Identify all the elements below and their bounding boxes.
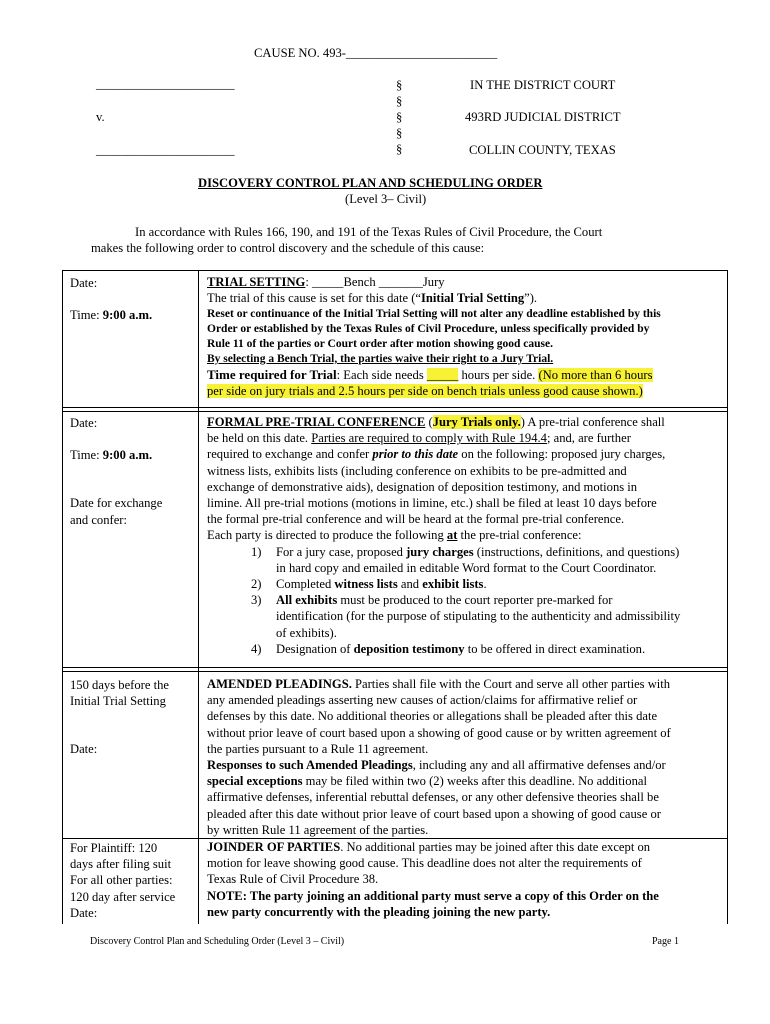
pleadings-deadline-rule-2: Initial Trial Setting [70,694,166,709]
table-border-right [727,270,728,924]
trial-left-cell [70,275,152,323]
exchange-label-2: and confer: [70,512,127,527]
pretrial-time-value: 9:00 a.m. [102,448,153,463]
joinder-date-label: Date: [70,905,98,920]
footer-title: Discovery Control Plan and Scheduling Order (Level 3 – Civil) [90,936,345,947]
trial-type-blanks: : _____Bench _______Jury [305,275,445,289]
table-row-divider [62,667,728,668]
list-item: 3) All exhibits must be produced to the court reporter pre-marked for identification (for the purpose of stipulating to the authenticity and admissibility of exhibits). [251,593,681,640]
table-row-divider [62,671,728,672]
joinder-right-cell: JOINDER OF PARTIES. No additional parties may be joined after this date except on motion for leave showing good cause. This deadline does not alter the requirements of Texas Rule of Civil Procedure 38. NOTE: The party joining an additional party must serve a copy of this Order on the new party concurrently with the pleading joining the new party. [207,840,659,919]
pleadings-right-cell: AMENDED PLEADINGS. Parties shall file with the Court and serve all other parties with any amended pleadings asserting new causes of action/claims for affirmative relief or defenses by this date. No additional theories or allegations shall be pleaded after this date without prior leave of court based upon a showing of good cause or by written agreement of the parties pursuant to a Rule 11 agreement. Responses to such Amended Pleadings, including any and all affirmative defenses and/or special exceptions may be filed within two (2) weeks after this deadline. No additional affirmative defenses, inferential rebuttal defenses, or any other defensive theories shall be pleaded after this date without prior leave of court based upon a showing of good cause or by written Rule 11 agreement of the parties. [207,677,671,837]
section-mark: § [396,78,403,92]
intro-line-2: makes the following order to control discovery and the schedule of this cause: [91,241,485,255]
pretrial-heading: FORMAL PRE-TRIAL CONFERENCE [207,415,426,429]
trial-heading: TRIAL SETTING [207,275,306,289]
county: COLLIN COUNTY, TEXAS [469,143,616,157]
page-number: Page 1 [652,936,679,947]
document-subtitle: (Level 3– Civil) [345,192,427,206]
section-mark: § [396,126,403,140]
pretrial-left-cell [70,415,162,528]
judicial-district: 493RD JUDICIAL DISTRICT [465,110,621,124]
pleadings-heading: AMENDED PLEADINGS. [207,677,352,691]
pretrial-heading-line: FORMAL PRE-TRIAL CONFERENCE (Jury Trials only.) A pre-trial conference shall [207,415,665,429]
trial-time-required: Time required for Trial: Each side needs _____ hours per side. (No more than 6 hours [207,366,653,382]
pretrial-date-label: Date: [70,416,98,430]
table-row-divider [62,411,728,412]
table-border-left [62,270,63,924]
cause-number: CAUSE NO. 493-________________________ [254,46,498,60]
list-item: 1) For a jury case, proposed jury charges (instructions, definitions, and questions) in hard copy and emailed in editable Word format to the Court Coordinator. [251,544,680,575]
trial-time-label: Time: [70,308,100,323]
intro-line-1: In accordance with Rules 166, 190, and 191 of the Texas Rules of Civil Procedure, the Court [135,225,603,239]
section-mark: § [396,142,403,156]
defendant-blank: ______________________ [96,143,235,157]
pleadings-deadline-rule: 150 days before the [70,678,169,692]
pleadings-left-cell [70,677,169,758]
exchange-label: Date for exchange [70,496,163,511]
pretrial-time-row: Time: 9:00 a.m. [70,448,153,463]
pretrial-items-list [207,544,680,657]
court-name: IN THE DISTRICT COURT [470,78,616,92]
table-column-divider [198,270,199,924]
trial-time-value: 9:00 a.m. [102,308,153,323]
table-border-top [62,270,728,271]
trial-date-label: Date: [70,276,98,290]
trial-right-cell [207,274,661,399]
note-label: NOTE: [207,888,247,903]
trial-warning: Reset or continuance of the Initial Trial Setting will not alter any deadline established by this Order or established by the Texas Rules of Civil Procedure, unless specifically provided by Rule 11 of the parties or Court order after motion showing good cause. By selecting a Bench Trial, the parties waive their right to a Jury Trial. [207,308,661,365]
joinder-heading: JOINDER OF PARTIES [207,840,341,854]
pretrial-right-cell: FORMAL PRE-TRIAL CONFERENCE (Jury Trials only.) A pre-trial conference shall be held on this date. Parties are required to comply with Rule 194.4; and, are further required to exchange and confer prior to this date on the following: proposed jury charges, witness lists, exhibits lists (including conference on exhibits to be pre-admitted and exchange of demonstrative aids), designation of deposition testimony, and motions in limine. All pre-trial motions (motions in limine, etc.) shall be filed at least 10 days before the formal pre-trial conference and will be heard at the formal pre-trial conference. Each party is directed to produce the following at the pre-trial conference: 1) For a jury case, proposed jury charges (instructions, definitions, and questions) in hard copy and emailed in editable Word format to the Court Coordinator. 2) Completed witness lists and exhibit lists. 3) All exhibits must be produced to the court reporter pre-marked for identification (for the purpose of stipulating to the authenticity and admissibility of exhibits). 4) Designation of deposition testimony to be offered in direct examination. [207,415,681,656]
section-mark: § [396,94,403,108]
plaintiff-blank: ______________________ [96,77,235,91]
trial-time-limit-note: per side on jury trials and 2.5 hours per side on bench trials unless good cause shown.) [207,383,643,398]
section-mark: § [396,110,403,124]
trial-time-row [70,307,152,323]
list-item: 4) Designation of deposition testimony to be offered in direct examination. [251,641,646,656]
trial-line-2: The trial of this cause is set for this date (“Initial Trial Setting”). [207,291,538,306]
table-row-divider [62,407,728,408]
pleadings-date-label: Date: [70,742,98,757]
joinder-left-cell: For Plaintiff: 120 days after filing suit For all other parties: 120 day after service Date: [70,841,176,920]
list-item: 2) Completed witness lists and exhibit lists. [251,577,487,592]
versus-label: v. [96,110,105,124]
document-title: DISCOVERY CONTROL PLAN AND SCHEDULING ORDER [198,176,543,190]
trial-heading-line [207,274,661,290]
